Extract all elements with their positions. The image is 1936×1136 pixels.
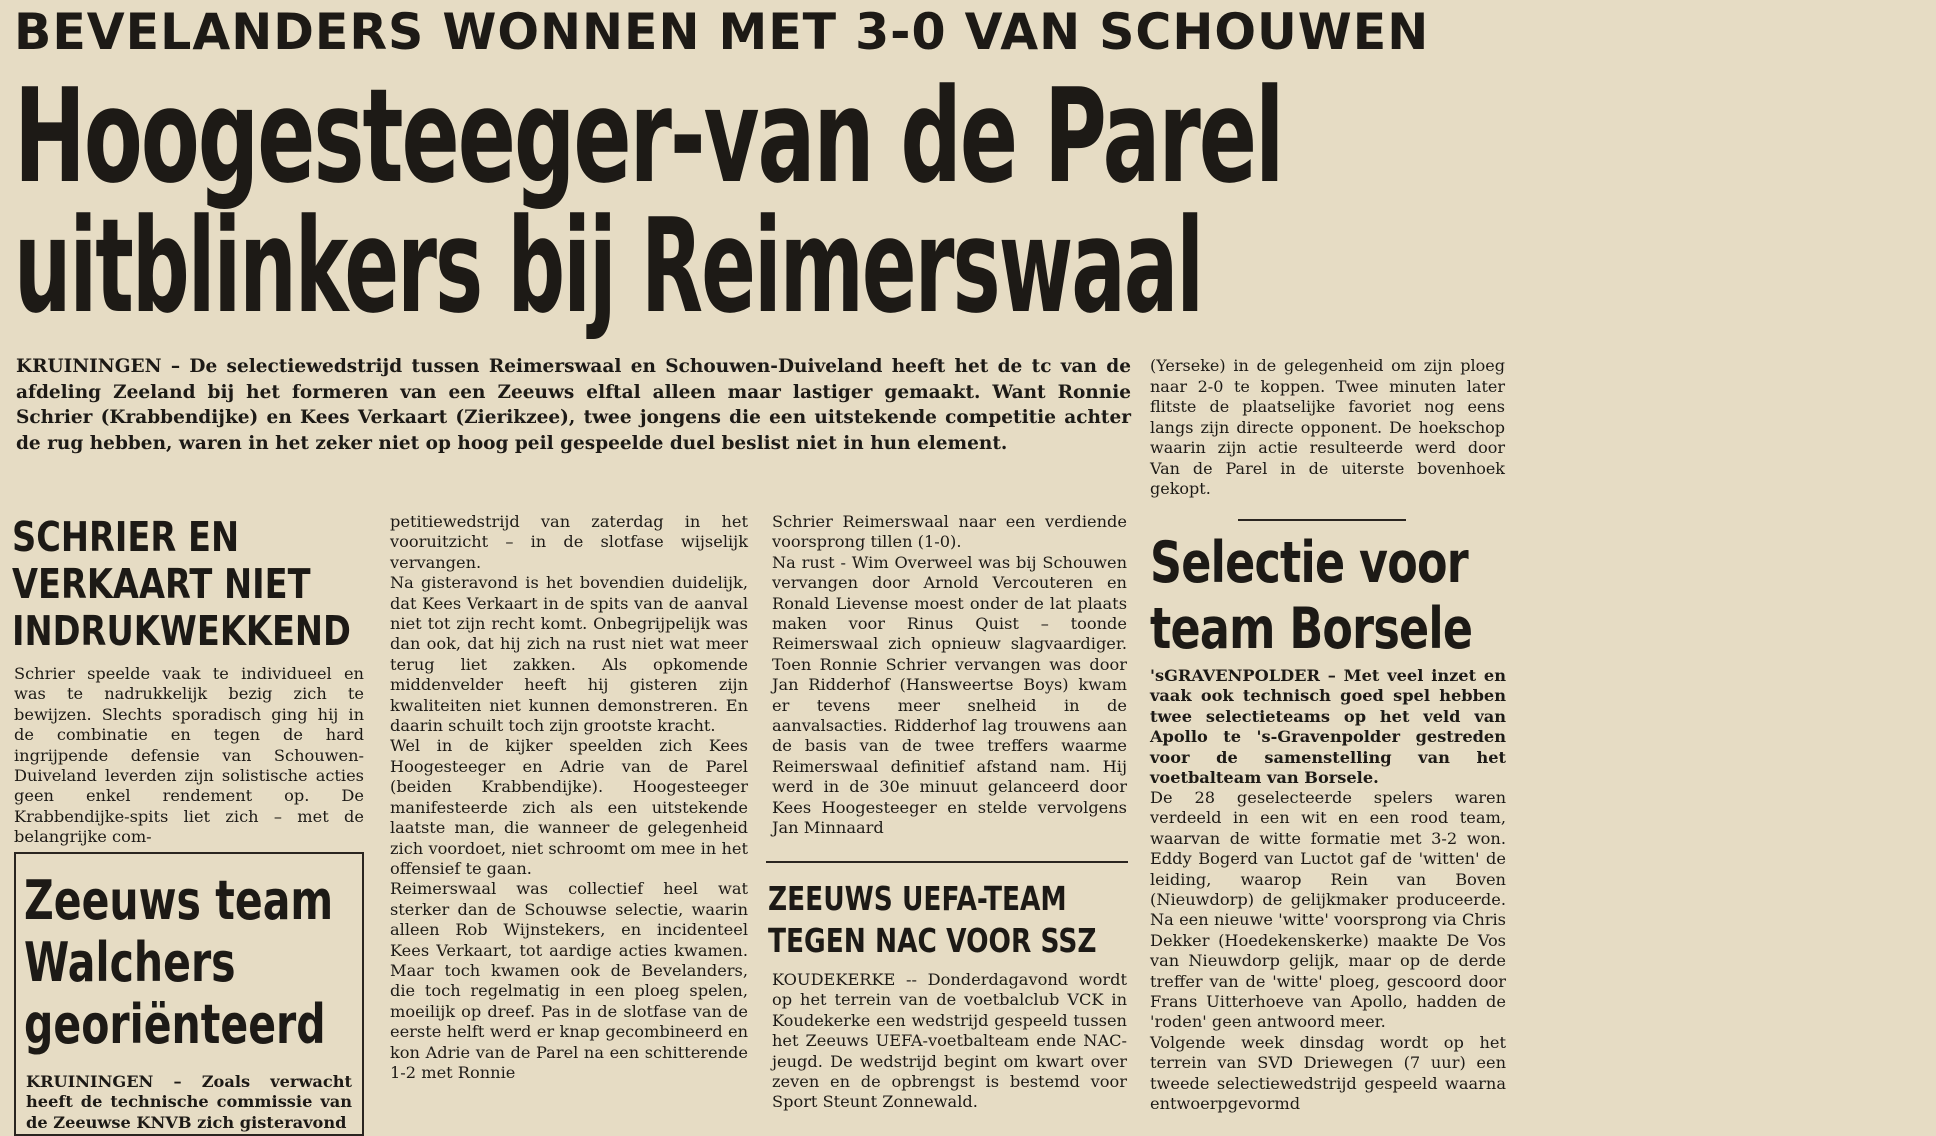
selectie-intro: 'sGRAVENPOLDER – Met veel inzet en vaak ook technisch goed spel hebben twee selectieteams op het veld van Apollo te 's-Gravenpolder gestreden voor de samenstelling van het voetbalteam van Borsele. [1150, 666, 1506, 788]
selectie-column [1150, 788, 1506, 1115]
selectie-headline: Selectie voor team Borsele [1150, 530, 1473, 662]
boxed-article-zeeuws-team [14, 852, 364, 1136]
kicker-headline: BEVELANDERS WONNEN MET 3-0 VAN SCHOUWEN [14, 3, 1430, 61]
box-text: KRUININGEN – Zoals verwacht heeft de technische commissie van de Zeeuwse KNVB zich gisteravond [26, 1072, 352, 1132]
article-intro: KRUININGEN – De selectiewedstrijd tussen Reimerswaal en Schouwen-Duiveland heeft het de tc van de afdeling Zeeland bij het formeren van een Zeeuws elftal alleen maar lastiger gemaakt. Want Ronnie Schrier (Krabbendijke) en Kees Verkaart (Zierikzee), twee jongens die een uitstekende competitie achter de rug hebben, waren in het zeker niet op hoog peil gespeelde duel beslist niet in hun element. [16, 356, 1131, 454]
paragraph: Na rust - Wim Overweel was bij Schouwen vervangen door Arnold Vercouteren en Ronald Lievense moest onder de lat plaats maken voor Rinus Quist – toonde Reimerswaal zich opnieuw slagvaardiger. Toen Ronnie Schrier vervangen was door Jan Ridderhof (Hansweertse Boys) kwam er tevens meer snelheid in de aanvalsacties. Ridderhof lag trouwens aan de basis van de twee treffers waarme Reimerswaal definitief afstand nam. Hij werd in de 30e minuut gelanceerd door Kees Hoogesteeger en stelde vervolgens Jan Minnaard [772, 552, 1127, 838]
subheading-schrier: SCHRIER EN VERKAART NIET INDRUKWEKKEND [12, 513, 351, 655]
paragraph: De 28 geselecteerde spelers waren verdeeld in een wit en een rood team, waarvan de witte formatie met 3-2 won. Eddy Bogerd van Luctot gaf de 'witten' de leiding, waarop Rein van Boven (Nieuwdorp) de gelijkmaker produceerde. Na een nieuwe 'witte' voorsprong via Chris Dekker (Hoedekenskerke) maakte De Vos van Nieuwdorp gelijk, maar op de derde treffer van de 'witte' ploeg, gescoord door Frans Uitterhoeve van Apollo, hadden de 'roden' geen antwoord meer. [1150, 788, 1506, 1032]
paragraph: Schrier Reimerswaal naar een verdiende voorsprong tillen (1-0). [772, 512, 1127, 552]
uefa-text: KOUDEKERKE -- Donderdagavond wordt op het terrein van de voetbalclub VCK in Koudekerke een wedstrijd gespeeld tussen het Zeeuws UEFA-voetbalteam ende NAC-jeugd. De wedstrijd begint om kwart over zeven en de opbrengst is bestemd voor Sport Steunt Zonnewald. [772, 970, 1127, 1112]
paragraph: Na gisteravond is het bovendien duidelijk, dat Kees Verkaart in de spits van de aanval niet tot zijn recht komt. Onbegrijpelijk was dan ook, dat hij zich na rust niet wat meer terug liet zakken. Als opkomende middenvelder heeft hij gisteren zijn kwaliteiten niet kunnen demonstreren. En daarin schuilt toch zijn grootste kracht. [390, 573, 748, 736]
main-headline-line-1: Hoogesteeger-van de Parel [14, 60, 1283, 212]
main-headline-line-2: uitblinkers bij Reimerswaal [14, 190, 1203, 342]
paragraph: Volgende week dinsdag wordt op het terrein van SVD Driewegen (7 uur) een tweede selectiewedstrijd gespeeld waarna entwoerpgevormd [1150, 1032, 1506, 1114]
box-headline: Zeeuws team Walchers georiënteerd [24, 869, 334, 1056]
article-column-1: Schrier speelde vaak te individueel en was te nadrukkelijk bezig zich te bewijzen. Slechts sporadisch ging hij in de combinatie en tegen de hard ingrijpende defensie van Schouwen-Duiveland leverden zijn solistische acties geen enkel rendement op. De Krabbendijke-spits liet zich – met de belangrijke com- [14, 664, 364, 847]
article-column-2 [390, 512, 748, 1083]
article-column-3 [772, 512, 1127, 839]
article-intro-continued: (Yerseke) in de gelegenheid om zijn ploeg naar 2-0 te koppen. Twee minuten later flitste de plaatselijke favoriet nog eens langs zijn directe opponent. De hoekschop waarin zijn actie resulteerde werd door Van de Parel in de uiterste bovenhoek gekopt. [1150, 356, 1505, 498]
uefa-headline: ZEEUWS UEFA-TEAM TEGEN NAC VOOR SSZ [768, 879, 1097, 960]
column-divider [1238, 519, 1406, 521]
paragraph: Reimerswaal was collectief heel wat sterker dan de Schouwse selectie, waarin alleen Rob Wijnstekers, en incidenteel Kees Verkaart, tot aardige acties kwamen. Maar toch kwamen ook de Bevelanders, die toch regelmatig in een ploeg spelen, moeilijk op dreef. Pas in de slotfase van de eerste helft werd er knap gecombineerd en kon Adrie van de Parel na een schitterende 1-2 met Ronnie [390, 879, 748, 1082]
paragraph: petitiewedstrijd van zaterdag in het vooruitzicht – in de slotfase wijselijk vervangen. [390, 512, 748, 572]
paragraph: Wel in de kijker speelden zich Kees Hoogesteeger en Adrie van de Parel (beiden Krabbendijke). Hoogesteeger manifesteerde zich als een uitstekende laatste man, die wanneer de gelegenheid zich voordoet, niet schroomt om mee in het offensief te gaan. [390, 736, 748, 878]
column-divider [766, 861, 1128, 863]
